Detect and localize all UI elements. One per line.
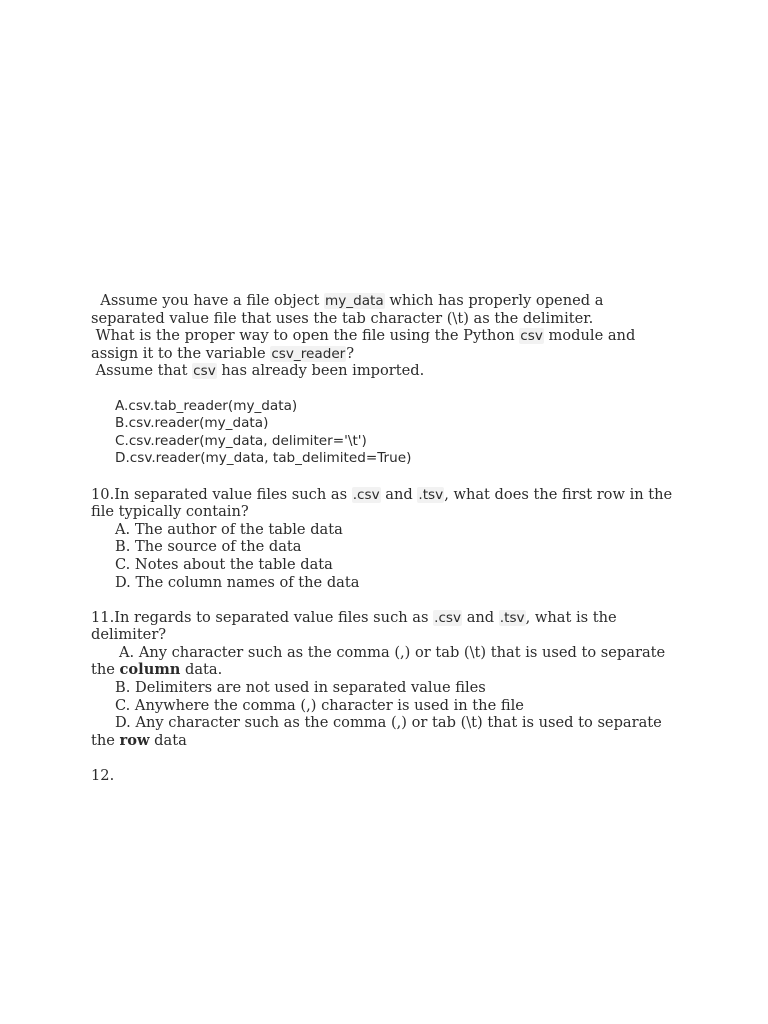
q9-text: Assume you have a file object bbox=[91, 292, 324, 309]
q11-option-a-line-1: A. Any character such as the comma (,) or tab (\t) that is used to separate bbox=[119, 643, 666, 661]
inline-code-csv: csv bbox=[193, 363, 216, 380]
q11-text: , what is the bbox=[525, 608, 617, 626]
question-10 bbox=[91, 486, 691, 592]
bold-column: column bbox=[119, 661, 181, 679]
q9-text: assign it to the variable bbox=[91, 344, 271, 362]
bold-row: row bbox=[119, 731, 150, 749]
q10-line-1 bbox=[91, 486, 691, 504]
q11-option-b: B. Delimiters are not used in separated value files bbox=[115, 679, 486, 697]
question-9 bbox=[91, 292, 691, 468]
q9-option-a: A.csv.tab_reader(my_data) bbox=[115, 397, 298, 414]
document-page bbox=[91, 292, 691, 785]
q10-option-d: D. The column names of the data bbox=[115, 573, 360, 591]
q9-text: ? bbox=[346, 344, 355, 362]
inline-code-csv-ext: .csv bbox=[352, 486, 380, 503]
q10-text: , what does the first row in the bbox=[444, 485, 673, 503]
question-11 bbox=[91, 609, 691, 750]
q11-option-a-line-2 bbox=[91, 661, 691, 679]
q11-text: data bbox=[149, 731, 187, 749]
q11-line-2: delimiter? bbox=[91, 626, 167, 644]
q11-option-c: C. Anywhere the comma (,) character is used in the file bbox=[115, 696, 524, 714]
q11-text: the bbox=[91, 731, 120, 749]
q10-text: 10.In separated value files such as bbox=[91, 485, 352, 503]
q11-text: the bbox=[91, 661, 120, 679]
q10-text: and bbox=[380, 485, 418, 503]
q9-line-1 bbox=[91, 292, 691, 310]
inline-code-my-data: my_data bbox=[324, 293, 384, 309]
q9-text: Assume that bbox=[91, 362, 193, 380]
q9-line-2: separated value file that uses the tab character (\t) as the delimiter. bbox=[91, 309, 594, 327]
question-12-label: 12. bbox=[91, 767, 115, 785]
q9-option-d: D.csv.reader(my_data, tab_delimited=True) bbox=[115, 450, 412, 467]
inline-code-csv-ext: .csv bbox=[434, 609, 462, 626]
q9-option-c: C.csv.reader(my_data, delimiter='\t') bbox=[115, 432, 367, 449]
q11-option-d-line-2 bbox=[91, 732, 691, 750]
q11-line-1 bbox=[91, 609, 691, 627]
q9-text: module and bbox=[543, 327, 636, 345]
q9-line-3 bbox=[91, 327, 691, 345]
q11-text: data. bbox=[180, 661, 223, 679]
inline-code-tsv-ext: .tsv bbox=[499, 609, 525, 626]
q9-line-5 bbox=[91, 362, 691, 380]
q10-option-a: A. The author of the table data bbox=[115, 520, 343, 538]
q9-option-b: B.csv.reader(my_data) bbox=[115, 415, 269, 432]
q11-text: 11.In regards to separated value files such as bbox=[91, 608, 434, 626]
q9-text: has already been imported. bbox=[216, 362, 425, 380]
inline-code-tsv-ext: .tsv bbox=[418, 486, 444, 503]
q10-option-c: C. Notes about the table data bbox=[115, 555, 333, 573]
q11-option-d-line-1: D. Any character such as the comma (,) or tab (\t) that is used to separate bbox=[115, 714, 662, 732]
q9-text: What is the proper way to open the file using the Python bbox=[91, 327, 520, 345]
q11-text: and bbox=[462, 608, 499, 626]
inline-code-csv: csv bbox=[520, 328, 543, 345]
inline-code-csv-reader: csv_reader bbox=[271, 345, 346, 362]
q9-text: which has properly opened a bbox=[384, 292, 604, 309]
q9-line-4 bbox=[91, 345, 691, 363]
q10-option-b: B. The source of the data bbox=[115, 538, 302, 556]
q10-line-2: file typically contain? bbox=[91, 503, 249, 521]
